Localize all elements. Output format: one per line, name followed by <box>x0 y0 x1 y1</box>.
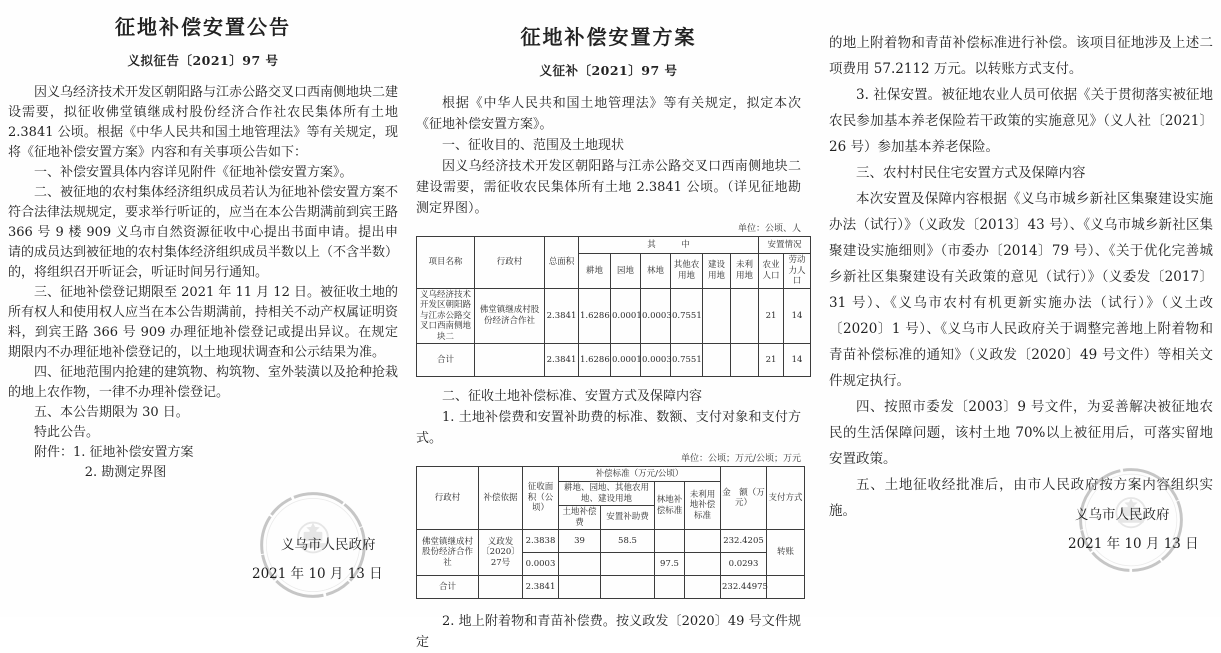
header-cell: 未利用地 <box>731 254 759 289</box>
plan-title: 征地补偿安置方案 <box>520 25 697 49</box>
paragraph: 二、被征地的农村集体经济组织成员若认为征地补偿安置方案不符合法律法规规定，要求举行听证的，应当在本公告期满前到宾王路 366 号 9 楼 909 义乌市自然资源征收中心提出书面申请。提出申请的成员达到被征地的农村集体经济组织成员半数以上（不含半数）的，将组织召开听证会，听证时间另行通知。 <box>8 185 399 280</box>
paragraph: 五、本公告期限为 30 日。 <box>34 405 189 420</box>
paragraph: 五、土地征收经批准后，由市人民政府按方案内容组织实施。 <box>829 477 1213 519</box>
cell: 21 <box>759 288 784 344</box>
plan-date: 2021 年 10 月 13 日 <box>1068 536 1199 552</box>
cell <box>731 288 759 344</box>
table2-unit-note: 单位：公顷；万元/公顷；万元 <box>680 454 801 464</box>
cell: 1.6286 <box>579 288 611 344</box>
header-cell: 金 额（万元） <box>721 467 767 530</box>
cell: 21 <box>759 344 784 377</box>
cell: 0.0001 <box>611 344 641 377</box>
header-cell: 支付方式 <box>767 467 805 530</box>
header-cell: 园地 <box>611 254 641 289</box>
cell: 58.5 <box>601 530 655 553</box>
section-heading: 一、征收目的、范围及土地现状 <box>442 138 625 153</box>
cell: 转账 <box>767 530 805 576</box>
cell: 0.0003 <box>641 288 671 344</box>
cell: 97.5 <box>655 553 685 576</box>
paragraph: 因义乌经济技术开发区朝阳路与江赤公路交叉口西南侧地块二建设需要，拟征收佛堂镇继成村股份经济合作社农民集体所有土地 2.3841 公顷。根据《中华人民共和国土地管理法》等有关规定，现将《征地补偿安置方案》内容和有关事项公告如下： <box>8 85 399 160</box>
table-total-row <box>417 576 805 599</box>
cell: 0.7551 <box>671 288 703 344</box>
page-plan <box>406 0 815 650</box>
announcement-signer: 义乌市人民政府 <box>281 537 376 553</box>
table-header-row <box>417 467 805 482</box>
cell <box>731 344 759 377</box>
header-cell: 安置补助费 <box>601 506 655 530</box>
attachment-line-1: 附件：1. 征地补偿安置方案 <box>34 445 194 460</box>
cell: 义政发〔2020〕27号 <box>479 530 523 576</box>
cell <box>685 553 721 576</box>
header-cell: 林地补偿标准 <box>655 482 685 530</box>
cell <box>767 576 805 599</box>
cell <box>685 576 721 599</box>
section-heading: 二、征收土地补偿标准、安置方式及保障内容 <box>442 389 703 404</box>
header-cell: 行政村 <box>417 467 479 530</box>
cell: 0.0003 <box>523 553 559 576</box>
cell <box>601 553 655 576</box>
header-cell: 补偿标准（万元/公顷） <box>559 467 721 482</box>
cell: 0.7551 <box>671 344 703 377</box>
cell: 14 <box>784 288 811 344</box>
paragraph: 1. 土地补偿费和安置补助费的标准、数额、支付对象和支付方式。 <box>416 410 801 446</box>
cell: 232.44975 <box>721 576 767 599</box>
plan-body <box>416 93 806 653</box>
cell: 合计 <box>417 344 475 377</box>
cell <box>559 576 601 599</box>
header-cell: 耕地、园地、其他农用地、建设用地 <box>559 482 655 506</box>
header-cell: 征收面积（公顷） <box>523 467 559 530</box>
cell <box>703 344 731 377</box>
paragraph: 本次安置及保障内容根据《义乌市城乡新社区集聚建设实施办法（试行）》（义政发〔2013〕43 号）、《义乌市城乡新社区集聚建设实施细则》（市委办〔2014〕79 号）、《关于优化完善城乡新社区集聚建设有关政策的意见（试行）》（义委发〔2017〕31 号）、《义乌市农村有机更新实施办法（试行）》（义土改〔2020〕1 号）、《义乌市人民政府关于调整完善地上附着物和青苗补偿标准的通知》（义政发〔2020〕49 号文件）等相关文件规定执行。 <box>829 191 1213 389</box>
cell: 2.3841 <box>545 288 579 344</box>
attachment-line-2: 2. 勘测定界图 <box>84 465 167 480</box>
page-plan-continued <box>815 0 1221 617</box>
page-announcement <box>0 0 406 617</box>
header-cell: 土地补偿费 <box>559 506 601 530</box>
paragraph: 根据《中华人民共和国土地管理法》等有关规定，拟定本次《征地补偿安置方案》。 <box>416 96 801 132</box>
header-cell: 建设用地 <box>703 254 731 289</box>
cell <box>479 576 523 599</box>
section-heading: 三、农村村民住宅安置方式及保障内容 <box>856 165 1086 181</box>
compensation-standard-table <box>416 466 805 599</box>
header-cell: 未利用地补偿标准 <box>685 482 721 530</box>
header-cell: 补偿依据 <box>479 467 523 530</box>
land-status-table <box>416 236 811 377</box>
cell: 2.3838 <box>523 530 559 553</box>
header-cell: 其他农用地 <box>671 254 703 289</box>
cell: 14 <box>784 344 811 377</box>
cell: 39 <box>559 530 601 553</box>
header-cell: 耕地 <box>579 254 611 289</box>
cell <box>685 530 721 553</box>
plan-continued-body <box>815 0 1221 524</box>
cell: 2.3841 <box>545 344 579 377</box>
cell: 佛堂镇继成村股份经济合作社 <box>417 530 479 576</box>
plan-signer: 义乌市人民政府 <box>1075 507 1170 523</box>
plan-doc-number: 义征补〔2021〕97 号 <box>539 63 678 78</box>
cell <box>559 553 601 576</box>
cell: 232.4205 <box>721 530 767 553</box>
cell: 1.6286 <box>579 344 611 377</box>
paragraph: 3. 社保安置。被征地农业人员可依据《关于贯彻落实被征地农民参加基本养老保险若干政策的实施意见》（义人社〔2021〕26 号）参加基本养老保险。 <box>829 87 1213 155</box>
cell: 合计 <box>417 576 479 599</box>
header-cell: 劳动力人口 <box>784 254 811 289</box>
table1-unit-note: 单位：公顷、人 <box>737 224 801 234</box>
paragraph: 四、按照市委发〔2003〕9 号文件，为妥善解决被征地农民的生活保障问题，该村土地 70%以上被征用后，可落实留地安置政策。 <box>829 399 1213 467</box>
header-cell: 农业人口 <box>759 254 784 289</box>
cell <box>655 576 685 599</box>
paragraph: 特此公告。 <box>34 425 100 440</box>
cell <box>601 576 655 599</box>
paragraph: 的地上附着物和青苗补偿标准进行补偿。该项目征地涉及上述二项费用 57.2112 万元。以转账方式支付。 <box>829 35 1213 77</box>
cell: 2.3841 <box>523 576 559 599</box>
header-cell: 行政村 <box>475 237 545 289</box>
header-cell: 项目名称 <box>417 237 475 289</box>
table-row <box>417 288 811 344</box>
table-row <box>417 530 805 553</box>
cell: 0.0003 <box>641 344 671 377</box>
paragraph: 四、征地范围内抢建的建筑物、构筑物、室外装潢以及抢种抢栽的地上农作物，一律不办理补偿登记。 <box>8 365 399 400</box>
paragraph: 因义乌经济技术开发区朝阳路与江赤公路交叉口西南侧地块二建设需要，需征收农民集体所有土地 2.3841 公顷。（详见征地勘测定界图）。 <box>416 159 801 216</box>
cell <box>475 344 545 377</box>
table-total-row <box>417 344 811 377</box>
paragraph: 2. 地上附着物和青苗补偿费。按义政发〔2020〕49 号文件规定 <box>416 614 801 650</box>
header-cell: 林地 <box>641 254 671 289</box>
table-header-row <box>417 237 811 254</box>
cell: 佛堂镇继成村股份经济合作社 <box>475 288 545 344</box>
announcement-date: 2021 年 10 月 13 日 <box>252 566 383 582</box>
announcement-title: 征地补偿安置公告 <box>115 15 291 39</box>
announcement-doc-number: 义拟征告〔2021〕97 号 <box>127 53 279 68</box>
header-cell: 其 中 <box>579 237 759 254</box>
header-cell: 总面积 <box>545 237 579 289</box>
cell: 0.0001 <box>611 288 641 344</box>
cell: 义乌经济技术开发区朝阳路与江赤公路交叉口西南侧地块二 <box>417 288 475 344</box>
announcement-body <box>8 83 398 483</box>
header-cell: 安置情况 <box>759 237 811 254</box>
paragraph: 三、征地补偿登记期限至 2021 年 11 月 12 日。被征收土地的所有权人和使用权人应当在本公告期满前，持相关不动产权属证明资料，到宾王路 366 号 909 办理征地补偿登记或提出异议。在规定期限内不办理征地补偿登记的，以土地现状调查和公示结果为准。 <box>8 285 399 360</box>
paragraph: 一、补偿安置具体内容详见附件《征地补偿安置方案》。 <box>34 165 353 180</box>
cell <box>703 288 731 344</box>
cell <box>655 530 685 553</box>
cell: 0.0293 <box>721 553 767 576</box>
